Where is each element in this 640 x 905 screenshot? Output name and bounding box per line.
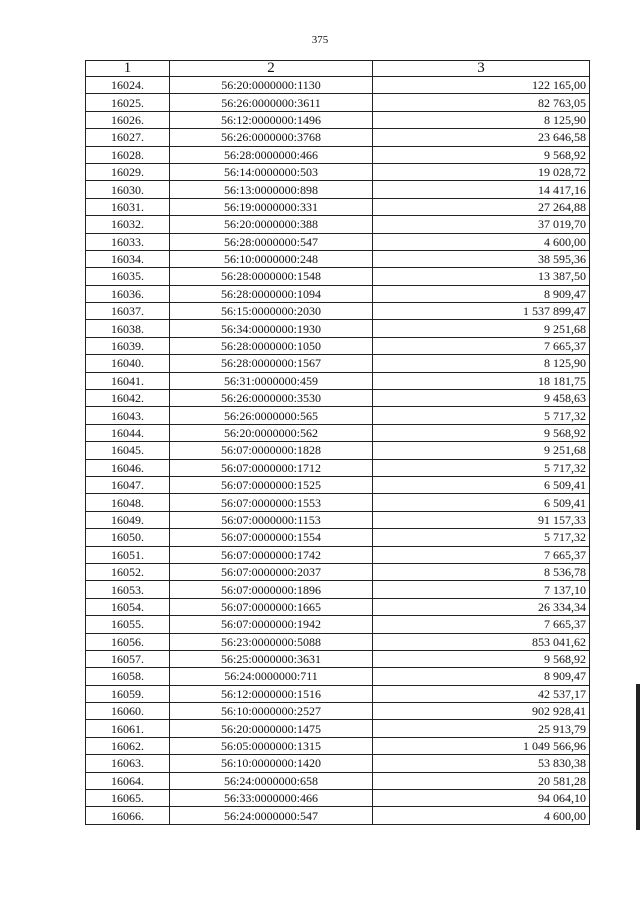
cadastral-number: 56:20:0000000:562 (170, 424, 373, 441)
row-number: 16052. (86, 563, 170, 580)
row-number: 16065. (86, 790, 170, 807)
table-row (86, 111, 590, 128)
amount-value: 18 181,75 (373, 372, 590, 389)
row-number: 16062. (86, 737, 170, 754)
table-row (86, 494, 590, 511)
row-number: 16064. (86, 772, 170, 789)
table-row (86, 685, 590, 702)
amount-value: 14 417,16 (373, 181, 590, 198)
cadastral-number: 56:24:0000000:658 (170, 772, 373, 789)
cadastral-number: 56:33:0000000:466 (170, 790, 373, 807)
row-number: 16044. (86, 424, 170, 441)
row-number: 16043. (86, 407, 170, 424)
column-header-1: 1 (86, 61, 170, 77)
table-body (86, 77, 590, 825)
table-row (86, 355, 590, 372)
table-row (86, 129, 590, 146)
row-number: 16055. (86, 616, 170, 633)
table-row (86, 581, 590, 598)
cadastral-number: 56:07:0000000:1712 (170, 459, 373, 476)
table-header (86, 61, 590, 77)
row-number: 16027. (86, 129, 170, 146)
cadastral-number: 56:12:0000000:1516 (170, 685, 373, 702)
amount-value: 23 646,58 (373, 129, 590, 146)
amount-value: 9 568,92 (373, 424, 590, 441)
cadastral-number: 56:24:0000000:547 (170, 807, 373, 824)
cadastral-number: 56:15:0000000:2030 (170, 303, 373, 320)
row-number: 16057. (86, 650, 170, 667)
cadastral-number: 56:28:0000000:547 (170, 233, 373, 250)
table-row (86, 529, 590, 546)
header-row (86, 61, 590, 77)
table-row (86, 198, 590, 215)
table-row (86, 511, 590, 528)
row-number: 16025. (86, 94, 170, 111)
table-row (86, 476, 590, 493)
row-number: 16049. (86, 511, 170, 528)
cadastral-number: 56:28:0000000:1548 (170, 268, 373, 285)
cadastral-number: 56:07:0000000:1828 (170, 442, 373, 459)
table-row (86, 268, 590, 285)
table-row (86, 424, 590, 441)
cadastral-number: 56:10:0000000:2527 (170, 703, 373, 720)
amount-value: 37 019,70 (373, 216, 590, 233)
cadastral-number: 56:10:0000000:248 (170, 250, 373, 267)
row-number: 16037. (86, 303, 170, 320)
amount-value: 7 665,37 (373, 616, 590, 633)
table-row (86, 337, 590, 354)
table-row (86, 546, 590, 563)
table-row (86, 94, 590, 111)
row-number: 16042. (86, 390, 170, 407)
amount-value: 53 830,38 (373, 755, 590, 772)
cadastral-number: 56:10:0000000:1420 (170, 755, 373, 772)
row-number: 16053. (86, 581, 170, 598)
row-number: 16060. (86, 703, 170, 720)
table-row (86, 790, 590, 807)
row-number: 16041. (86, 372, 170, 389)
row-number: 16045. (86, 442, 170, 459)
amount-value: 19 028,72 (373, 163, 590, 180)
row-number: 16024. (86, 77, 170, 94)
row-number: 16046. (86, 459, 170, 476)
amount-value: 9 251,68 (373, 442, 590, 459)
amount-value: 6 509,41 (373, 476, 590, 493)
table-row (86, 146, 590, 163)
amount-value: 853 041,62 (373, 633, 590, 650)
table-row (86, 181, 590, 198)
cadastral-number: 56:31:0000000:459 (170, 372, 373, 389)
table-row (86, 442, 590, 459)
table-row (86, 737, 590, 754)
table-row (86, 77, 590, 94)
row-number: 16063. (86, 755, 170, 772)
amount-value: 26 334,34 (373, 598, 590, 615)
table-row (86, 598, 590, 615)
row-number: 16066. (86, 807, 170, 824)
amount-value: 7 665,37 (373, 337, 590, 354)
cadastral-number: 56:07:0000000:1896 (170, 581, 373, 598)
table-row (86, 390, 590, 407)
table-row (86, 372, 590, 389)
page-edge-mark (636, 684, 640, 830)
row-number: 16031. (86, 198, 170, 215)
table-row (86, 407, 590, 424)
cadastral-number: 56:13:0000000:898 (170, 181, 373, 198)
amount-value: 42 537,17 (373, 685, 590, 702)
amount-value: 25 913,79 (373, 720, 590, 737)
amount-value: 91 157,33 (373, 511, 590, 528)
table-row (86, 303, 590, 320)
row-number: 16040. (86, 355, 170, 372)
cadastral-number: 56:07:0000000:1554 (170, 529, 373, 546)
row-number: 16058. (86, 668, 170, 685)
table-row (86, 772, 590, 789)
amount-value: 8 125,90 (373, 111, 590, 128)
amount-value: 1 049 566,96 (373, 737, 590, 754)
cadastral-number: 56:20:0000000:1130 (170, 77, 373, 94)
amount-value: 4 600,00 (373, 233, 590, 250)
row-number: 16048. (86, 494, 170, 511)
table-row (86, 563, 590, 580)
amount-value: 13 387,50 (373, 268, 590, 285)
amount-value: 9 458,63 (373, 390, 590, 407)
amount-value: 8 536,78 (373, 563, 590, 580)
table-row (86, 163, 590, 180)
amount-value: 902 928,41 (373, 703, 590, 720)
cadastral-table (85, 60, 590, 825)
table-row (86, 755, 590, 772)
cadastral-number: 56:26:0000000:3530 (170, 390, 373, 407)
cadastral-number: 56:24:0000000:711 (170, 668, 373, 685)
row-number: 16039. (86, 337, 170, 354)
table-row (86, 650, 590, 667)
amount-value: 82 763,05 (373, 94, 590, 111)
row-number: 16061. (86, 720, 170, 737)
page-number: 375 (311, 34, 329, 46)
cadastral-number: 56:14:0000000:503 (170, 163, 373, 180)
table-row (86, 807, 590, 824)
amount-value: 5 717,32 (373, 459, 590, 476)
cadastral-number: 56:26:0000000:3611 (170, 94, 373, 111)
table-row (86, 459, 590, 476)
column-header-2: 2 (170, 61, 373, 77)
row-number: 16026. (86, 111, 170, 128)
amount-value: 6 509,41 (373, 494, 590, 511)
cadastral-number: 56:07:0000000:1742 (170, 546, 373, 563)
cadastral-number: 56:26:0000000:565 (170, 407, 373, 424)
amount-value: 5 717,32 (373, 529, 590, 546)
row-number: 16033. (86, 233, 170, 250)
amount-value: 27 264,88 (373, 198, 590, 215)
table-row (86, 703, 590, 720)
amount-value: 8 909,47 (373, 668, 590, 685)
row-number: 16050. (86, 529, 170, 546)
amount-value: 1 537 899,47 (373, 303, 590, 320)
row-number: 16028. (86, 146, 170, 163)
table-row (86, 233, 590, 250)
amount-value: 8 125,90 (373, 355, 590, 372)
table-row (86, 285, 590, 302)
cadastral-number: 56:25:0000000:3631 (170, 650, 373, 667)
table-row (86, 320, 590, 337)
amount-value: 9 568,92 (373, 146, 590, 163)
row-number: 16030. (86, 181, 170, 198)
row-number: 16054. (86, 598, 170, 615)
row-number: 16059. (86, 685, 170, 702)
row-number: 16038. (86, 320, 170, 337)
amount-value: 7 137,10 (373, 581, 590, 598)
row-number: 16047. (86, 476, 170, 493)
cadastral-number: 56:07:0000000:2037 (170, 563, 373, 580)
cadastral-number: 56:07:0000000:1665 (170, 598, 373, 615)
cadastral-number: 56:07:0000000:1525 (170, 476, 373, 493)
cadastral-number: 56:28:0000000:1050 (170, 337, 373, 354)
table-row (86, 250, 590, 267)
cadastral-number: 56:23:0000000:5088 (170, 633, 373, 650)
table-row (86, 616, 590, 633)
amount-value: 4 600,00 (373, 807, 590, 824)
cadastral-number: 56:28:0000000:466 (170, 146, 373, 163)
cadastral-number: 56:12:0000000:1496 (170, 111, 373, 128)
cadastral-number: 56:07:0000000:1942 (170, 616, 373, 633)
cadastral-number: 56:34:0000000:1930 (170, 320, 373, 337)
row-number: 16032. (86, 216, 170, 233)
row-number: 16051. (86, 546, 170, 563)
cadastral-number: 56:20:0000000:388 (170, 216, 373, 233)
amount-value: 9 568,92 (373, 650, 590, 667)
row-number: 16029. (86, 163, 170, 180)
table-row (86, 668, 590, 685)
amount-value: 122 165,00 (373, 77, 590, 94)
amount-value: 8 909,47 (373, 285, 590, 302)
row-number: 16035. (86, 268, 170, 285)
table-row (86, 216, 590, 233)
table-row (86, 720, 590, 737)
cadastral-number: 56:28:0000000:1094 (170, 285, 373, 302)
cadastral-number: 56:28:0000000:1567 (170, 355, 373, 372)
amount-value: 38 595,36 (373, 250, 590, 267)
row-number: 16036. (86, 285, 170, 302)
amount-value: 9 251,68 (373, 320, 590, 337)
amount-value: 94 064,10 (373, 790, 590, 807)
cadastral-number: 56:19:0000000:331 (170, 198, 373, 215)
cadastral-number: 56:05:0000000:1315 (170, 737, 373, 754)
amount-value: 7 665,37 (373, 546, 590, 563)
column-header-3: 3 (373, 61, 590, 77)
table-row (86, 633, 590, 650)
cadastral-number: 56:07:0000000:1153 (170, 511, 373, 528)
cadastral-number: 56:20:0000000:1475 (170, 720, 373, 737)
amount-value: 5 717,32 (373, 407, 590, 424)
amount-value: 20 581,28 (373, 772, 590, 789)
row-number: 16056. (86, 633, 170, 650)
cadastral-number: 56:07:0000000:1553 (170, 494, 373, 511)
cadastral-number: 56:26:0000000:3768 (170, 129, 373, 146)
row-number: 16034. (86, 250, 170, 267)
